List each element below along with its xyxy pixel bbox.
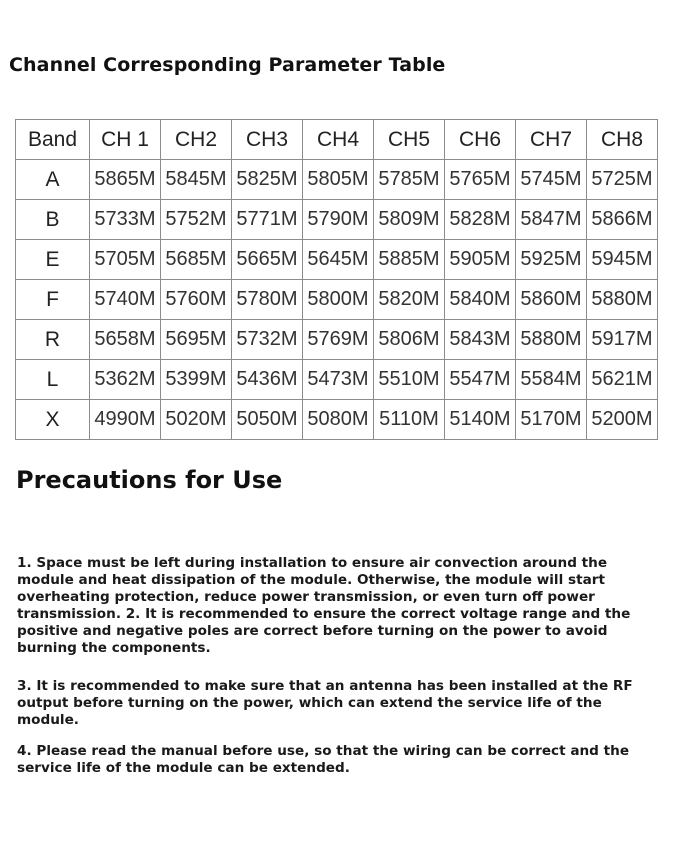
frequency-cell: 5658M — [90, 320, 161, 360]
table-row — [16, 240, 658, 280]
frequency-cell: 5880M — [516, 320, 587, 360]
frequency-cell: 5769M — [303, 320, 374, 360]
frequency-cell: 5828M — [445, 200, 516, 240]
frequency-cell: 5752M — [161, 200, 232, 240]
frequency-cell: 5840M — [445, 280, 516, 320]
frequency-cell: 5140M — [445, 400, 516, 440]
frequency-cell: 5880M — [587, 280, 658, 320]
precaution-paragraph: 1. Space must be left during installation to ensure air convection around the module and heat dissipation of the module. Otherwise, the module will start overheating protection, reduce power transmission, or even turn off power transmission. 2. It is recommended to ensure the correct voltage range and the positive and negative poles are correct before turning on the power to avoid burning the components. — [17, 555, 631, 656]
precautions-title: Precautions for Use — [16, 466, 283, 494]
frequency-cell: 5170M — [516, 400, 587, 440]
frequency-cell: 5621M — [587, 360, 658, 400]
frequency-cell: 5695M — [161, 320, 232, 360]
frequency-cell: 5905M — [445, 240, 516, 280]
header-ch6: CH6 — [445, 120, 516, 160]
table-row — [16, 360, 658, 400]
table-row — [16, 280, 658, 320]
frequency-cell: 5860M — [516, 280, 587, 320]
channel-parameter-table — [15, 119, 658, 440]
frequency-cell: 5080M — [303, 400, 374, 440]
frequency-cell: 5945M — [587, 240, 658, 280]
band-cell: A — [16, 160, 90, 200]
frequency-cell: 5020M — [161, 400, 232, 440]
header-band: Band — [16, 120, 90, 160]
frequency-cell: 5760M — [161, 280, 232, 320]
header-ch3: CH3 — [232, 120, 303, 160]
frequency-cell: 5705M — [90, 240, 161, 280]
frequency-cell: 5825M — [232, 160, 303, 200]
frequency-cell: 5765M — [445, 160, 516, 200]
table-row — [16, 400, 658, 440]
frequency-cell: 5645M — [303, 240, 374, 280]
frequency-cell: 5806M — [374, 320, 445, 360]
frequency-cell: 5547M — [445, 360, 516, 400]
header-ch5: CH5 — [374, 120, 445, 160]
band-cell: R — [16, 320, 90, 360]
band-cell: L — [16, 360, 90, 400]
band-cell: X — [16, 400, 90, 440]
frequency-cell: 5473M — [303, 360, 374, 400]
frequency-cell: 5917M — [587, 320, 658, 360]
frequency-cell: 5925M — [516, 240, 587, 280]
header-ch1: CH 1 — [90, 120, 161, 160]
header-ch8: CH8 — [587, 120, 658, 160]
header-ch2: CH2 — [161, 120, 232, 160]
frequency-cell: 5866M — [587, 200, 658, 240]
precaution-paragraph: 3. It is recommended to make sure that an antenna has been installed at the RF output before turning on the power, which can extend the service life of the module. — [17, 678, 633, 728]
frequency-cell: 5110M — [374, 400, 445, 440]
frequency-cell: 5809M — [374, 200, 445, 240]
header-ch7: CH7 — [516, 120, 587, 160]
table-title: Channel Corresponding Parameter Table — [9, 54, 446, 76]
frequency-cell: 5725M — [587, 160, 658, 200]
frequency-cell: 5685M — [161, 240, 232, 280]
frequency-cell: 5805M — [303, 160, 374, 200]
table-row — [16, 160, 658, 200]
frequency-cell: 5771M — [232, 200, 303, 240]
frequency-cell: 5847M — [516, 200, 587, 240]
frequency-cell: 5885M — [374, 240, 445, 280]
frequency-cell: 5665M — [232, 240, 303, 280]
band-cell: F — [16, 280, 90, 320]
table-row — [16, 200, 658, 240]
frequency-cell: 5865M — [90, 160, 161, 200]
frequency-cell: 5740M — [90, 280, 161, 320]
frequency-cell: 5733M — [90, 200, 161, 240]
frequency-cell: 5820M — [374, 280, 445, 320]
frequency-cell: 5399M — [161, 360, 232, 400]
frequency-cell: 5780M — [232, 280, 303, 320]
frequency-cell: 5732M — [232, 320, 303, 360]
band-cell: E — [16, 240, 90, 280]
frequency-cell: 5745M — [516, 160, 587, 200]
band-cell: B — [16, 200, 90, 240]
precaution-paragraph: 4. Please read the manual before use, so that the wiring can be correct and the service life of the module can be extended. — [17, 743, 630, 776]
frequency-cell: 5800M — [303, 280, 374, 320]
frequency-cell: 5845M — [161, 160, 232, 200]
frequency-cell: 5843M — [445, 320, 516, 360]
frequency-cell: 5050M — [232, 400, 303, 440]
frequency-cell: 5790M — [303, 200, 374, 240]
frequency-cell: 5436M — [232, 360, 303, 400]
table-header-row — [16, 120, 658, 160]
table-row — [16, 320, 658, 360]
frequency-cell: 5510M — [374, 360, 445, 400]
header-ch4: CH4 — [303, 120, 374, 160]
frequency-cell: 5200M — [587, 400, 658, 440]
frequency-cell: 5584M — [516, 360, 587, 400]
frequency-cell: 4990M — [90, 400, 161, 440]
frequency-cell: 5785M — [374, 160, 445, 200]
frequency-cell: 5362M — [90, 360, 161, 400]
